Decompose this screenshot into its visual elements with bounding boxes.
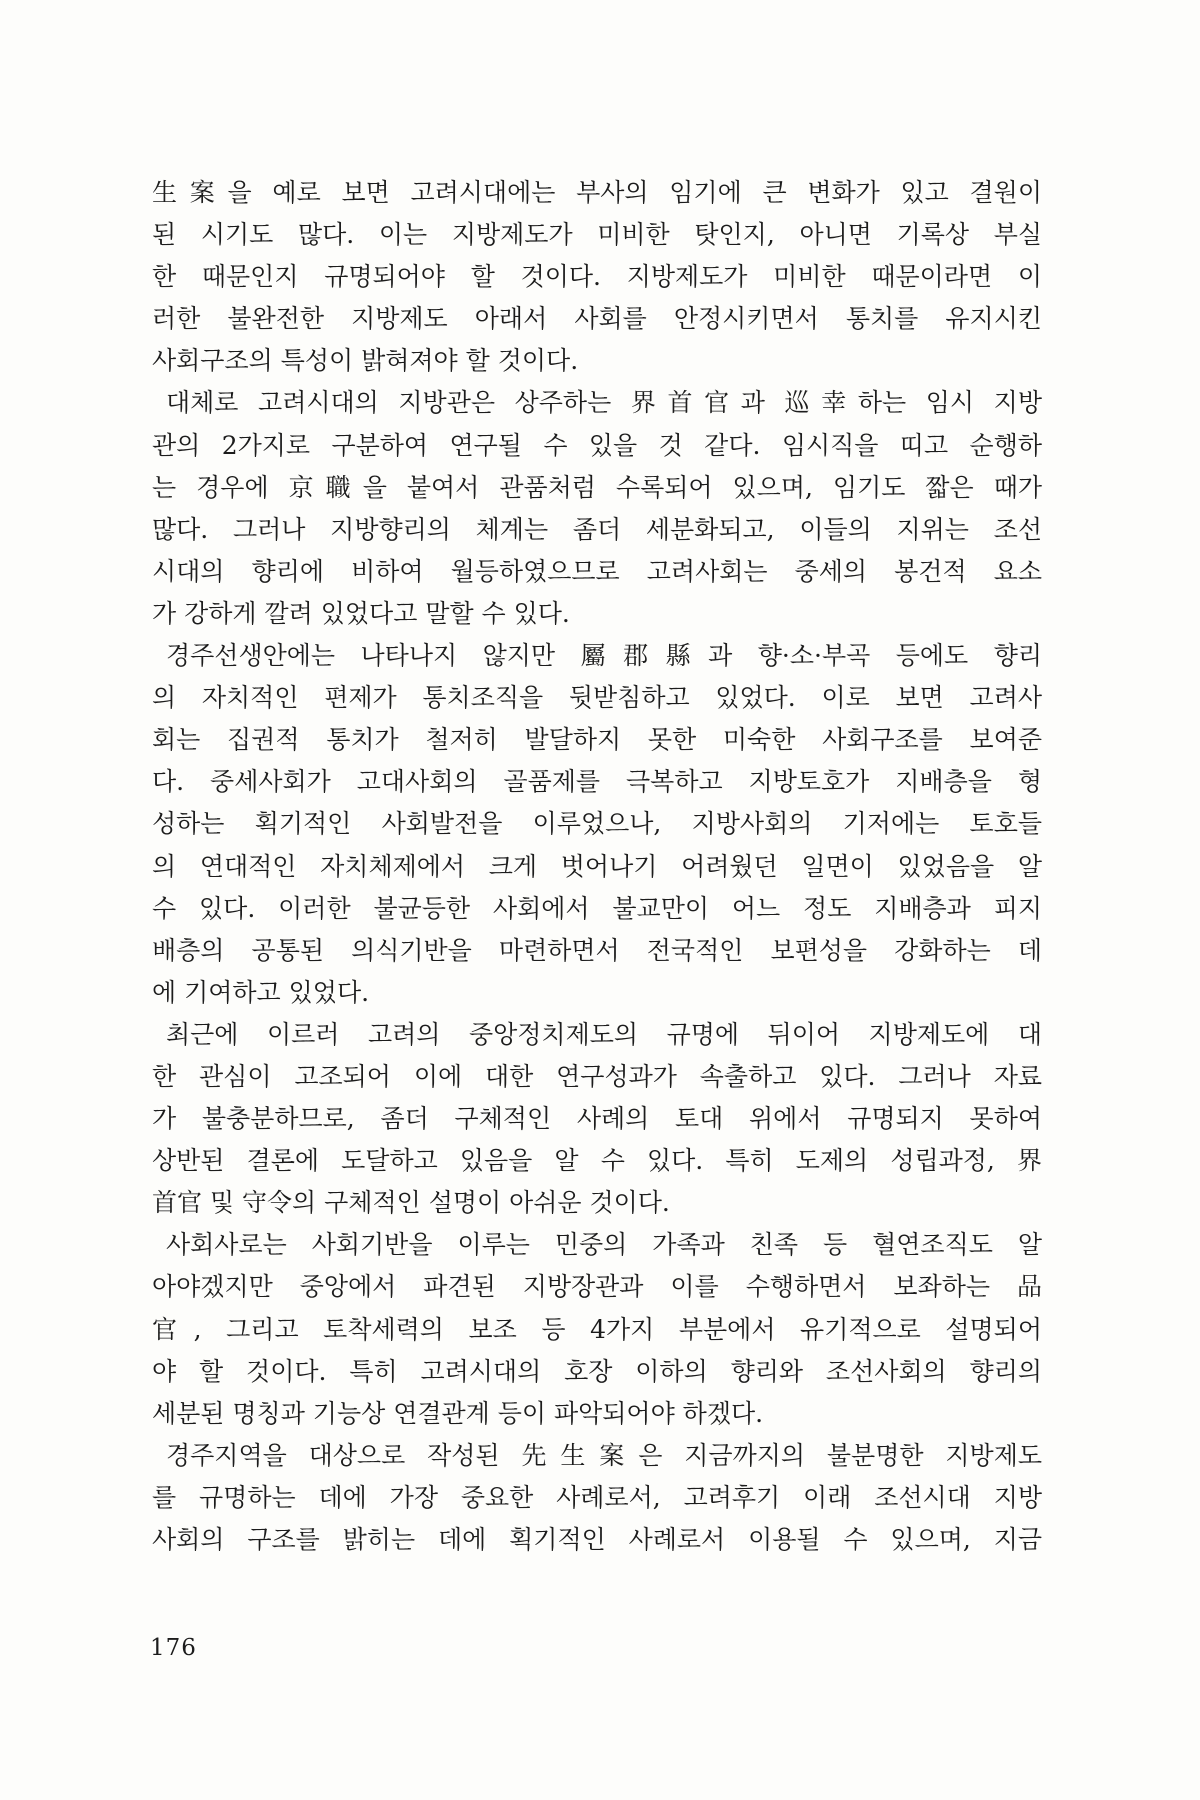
text-line: 대체로 고려시대의 지방관은 상주하는 界首官과 巡幸하는 임시 지방 — [166, 388, 1042, 418]
text-line: 사회의 구조를 밝히는 데에 획기적인 사례로서 이용될 수 있으며, 지금 — [152, 1525, 1042, 1554]
text-line: 사회사로는 사회기반을 이루는 민중의 가족과 친족 등 혈연조직도 알 — [166, 1230, 1042, 1260]
text-line: 生案을 예로 보면 고려시대에는 부사의 임기에 큰 변화가 있고 결원이 — [152, 178, 1042, 207]
text-line: 회는 집권적 통치가 철저히 발달하지 못한 미숙한 사회구조를 보여준 — [152, 725, 1042, 755]
text-line: 경주선생안에는 나타나지 않지만 屬郡縣과 향·소·부곡 등에도 향리 — [166, 641, 1042, 671]
text-line: 다. 중세사회가 고대사회의 골품제를 극복하고 지방토호가 지배층을 형 — [152, 767, 1042, 797]
text-line: 수 있다. 이러한 불균등한 사회에서 불교만이 어느 정도 지배층과 피지 — [152, 893, 1042, 923]
text-line: 官, 그리고 토착세력의 보조 등 4가지 부분에서 유기적으로 설명되어 — [152, 1314, 1042, 1344]
text-line: 首官 및 守令의 구체적인 설명이 아쉬운 것이다. — [152, 1188, 670, 1218]
text-line: 세분된 명칭과 기능상 연결관계 등이 파악되어야 하겠다. — [152, 1398, 764, 1428]
text-line: 의 자치적인 편제가 통치조직을 뒷받침하고 있었다. 이로 보면 고려사 — [152, 683, 1042, 713]
page-number: 176 — [150, 1635, 197, 1661]
text-line: 시대의 향리에 비하여 월등하였으므로 고려사회는 중세의 봉건적 요소 — [152, 556, 1042, 586]
text-line: 경주지역을 대상으로 작성된 先生案은 지금까지의 불분명한 지방제도 — [166, 1440, 1042, 1470]
text-line: 야 할 것이다. 특히 고려시대의 호장 이하의 향리와 조선사회의 향리의 — [152, 1356, 1042, 1386]
text-line: 상반된 결론에 도달하고 있음을 알 수 있다. 특히 도제의 성립과정, 界 — [152, 1146, 1042, 1176]
text-line: 를 규명하는 데에 가장 중요한 사례로서, 고려후기 이래 조선시대 지방 — [152, 1482, 1042, 1512]
text-line: 에 기여하고 있었다. — [152, 977, 370, 1007]
text-line: 관의 2가지로 구분하여 연구될 수 있을 것 같다. 임시직을 띠고 순행하 — [152, 430, 1042, 460]
text-line: 아야겠지만 중앙에서 파견된 지방장관과 이를 수행하면서 보좌하는 品 — [152, 1272, 1042, 1302]
text-line: 최근에 이르러 고려의 중앙정치제도의 규명에 뒤이어 지방제도에 대 — [166, 1019, 1042, 1049]
text-line: 성하는 획기적인 사회발전을 이루었으나, 지방사회의 기저에는 토호들 — [152, 809, 1042, 839]
text-line: 배층의 공통된 의식기반을 마련하면서 전국적인 보편성을 강화하는 데 — [152, 935, 1042, 965]
text-line: 사회구조의 특성이 밝혀져야 할 것이다. — [152, 346, 579, 376]
text-line: 많다. 그러나 지방향리의 체계는 좀더 세분화되고, 이들의 지위는 조선 — [152, 514, 1042, 544]
text-line: 가 강하게 깔려 있었다고 말할 수 있다. — [152, 598, 570, 628]
text-line: 한 관심이 고조되어 이에 대한 연구성과가 속출하고 있다. 그러나 자료 — [152, 1061, 1042, 1091]
text-line: 한 때문인지 규명되어야 할 것이다. 지방제도가 미비한 때문이라면 이 — [152, 262, 1042, 292]
text-line: 가 불충분하므로, 좀더 구체적인 사례의 토대 위에서 규명되지 못하여 — [152, 1104, 1042, 1134]
text-line: 는 경우에 京職을 붙여서 관품처럼 수록되어 있으며, 임기도 짧은 때가 — [152, 472, 1042, 502]
body-text — [152, 172, 1042, 1561]
text-line: 러한 불완전한 지방제도 아래서 사회를 안정시키면서 통치를 유지시킨 — [152, 304, 1042, 334]
text-line: 된 시기도 많다. 이는 지방제도가 미비한 탓인지, 아니면 기록상 부실 — [152, 220, 1042, 250]
text-line: 의 연대적인 자치체제에서 크게 벗어나기 어려웠던 일면이 있었음을 알 — [152, 851, 1042, 881]
